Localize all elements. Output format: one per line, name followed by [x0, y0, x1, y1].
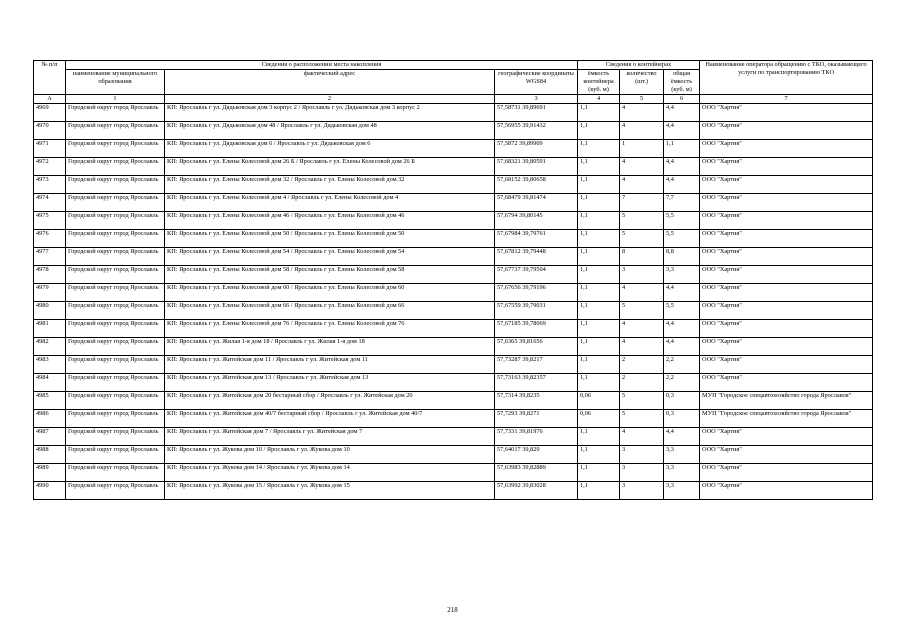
count-cell: 4: [620, 176, 664, 194]
total-cell: 8,8: [664, 248, 700, 266]
operator-cell: ООО "Хартия": [700, 266, 873, 284]
capacity-cell: 1,1: [578, 140, 620, 158]
total-cell: 0,3: [664, 392, 700, 410]
column-index-cell: А: [34, 95, 66, 104]
table-row: [34, 356, 873, 374]
operator-cell: ООО "Хартия": [700, 302, 873, 320]
address-cell: КП: Ярославль г ул. Житейская дом 40/7 бестарный сбор / Ярославль г ул. Житейская дом 40/7: [165, 410, 495, 428]
table-row: [34, 122, 873, 140]
count-cell: 3: [620, 446, 664, 464]
address-cell: КП: Ярославль г ул. Елены Колесовой дом 26 Б / Ярославль г ул. Елены Колесовой дом 26 Б: [165, 158, 495, 176]
row-number: 4977: [34, 248, 66, 266]
table-row: [34, 230, 873, 248]
capacity-cell: 1,1: [578, 428, 620, 446]
count-cell: 4: [620, 122, 664, 140]
municipality-cell: Городской округ город Ярославль: [66, 140, 165, 158]
capacity-cell: 1,1: [578, 302, 620, 320]
address-cell: КП: Ярославль г ул. Дядьковская дом 3 корпус 2 / Ярославль г ул. Дядьковская дом 3 корпус 2: [165, 104, 495, 122]
operator-cell: ООО "Хартия": [700, 464, 873, 482]
table-row: [34, 320, 873, 338]
row-number: 4970: [34, 122, 66, 140]
total-cell: 5,5: [664, 302, 700, 320]
municipality-cell: Городской округ город Ярославль: [66, 248, 165, 266]
count-cell: 4: [620, 338, 664, 356]
table-row: [34, 248, 873, 266]
row-number: 4973: [34, 176, 66, 194]
municipality-cell: Городской округ город Ярославль: [66, 482, 165, 500]
column-index-cell: 5: [620, 95, 664, 104]
count-cell: 1: [620, 140, 664, 158]
operator-cell: ООО "Хартия": [700, 338, 873, 356]
capacity-cell: 1,1: [578, 122, 620, 140]
table-row: [34, 410, 873, 428]
address-cell: КП: Ярославль г ул. Елены Колесовой дом 46 / Ярославль г ул. Елены Колесовой дом 46: [165, 212, 495, 230]
capacity-cell: 1,1: [578, 446, 620, 464]
address-cell: КП: Ярославль г ул. Жилая 1-я дом 18 / Ярославль г ул. Жилая 1-я дом 18: [165, 338, 495, 356]
address-cell: КП: Ярославль г ул. Жукова дом 15 / Ярославль г ул. Жукова дом 15: [165, 482, 495, 500]
operator-cell: ООО "Хартия": [700, 176, 873, 194]
municipality-cell: Городской округ город Ярославль: [66, 356, 165, 374]
total-cell: 2,2: [664, 356, 700, 374]
municipality-cell: Городской округ город Ярославль: [66, 230, 165, 248]
total-cell: 4,4: [664, 428, 700, 446]
operator-cell: ООО "Хартия": [700, 248, 873, 266]
row-number: 4987: [34, 428, 66, 446]
address-cell: КП: Ярославль г ул. Жукова дом 10 / Ярославль г ул. Жукова дом 10: [165, 446, 495, 464]
header-location-group: Сведения о расположении места накопления: [66, 61, 578, 70]
address-cell: КП: Ярославль г ул. Дядьковская дом 48 / Ярославль г ул. Дядьковская дом 48: [165, 122, 495, 140]
header-container-group: Сведения о контейнерах: [578, 61, 700, 70]
municipality-cell: Городской округ город Ярославль: [66, 266, 165, 284]
coords-cell: 57,5872 39,89909: [495, 140, 578, 158]
count-cell: 5: [620, 410, 664, 428]
address-cell: КП: Ярославль г ул. Елены Колесовой дом 60 / Ярославль г ул. Елены Колесовой дом 60: [165, 284, 495, 302]
municipality-cell: Городской округ город Ярославль: [66, 284, 165, 302]
address-cell: КП: Ярославль г ул. Жукова дом 14 / Ярославль г ул. Жукова дом 14: [165, 464, 495, 482]
operator-cell: ООО "Хартия": [700, 230, 873, 248]
coords-cell: 57,6365 39,81656: [495, 338, 578, 356]
municipality-cell: Городской округ город Ярославль: [66, 302, 165, 320]
address-cell: КП: Ярославль г ул. Житейская дом 7 / Ярославль г ул. Житейская дом 7: [165, 428, 495, 446]
coords-cell: 57,67185 39,78069: [495, 320, 578, 338]
operator-cell: ООО "Хартия": [700, 320, 873, 338]
table-row: [34, 104, 873, 122]
coords-cell: 57,6794 39,80145: [495, 212, 578, 230]
total-cell: 3,3: [664, 464, 700, 482]
count-cell: 4: [620, 428, 664, 446]
coords-cell: 57,67984 39,79761: [495, 230, 578, 248]
capacity-cell: 1,1: [578, 212, 620, 230]
header-total: общая ёмкость (куб. м): [664, 70, 700, 95]
total-cell: 7,7: [664, 194, 700, 212]
table-row: [34, 158, 873, 176]
count-cell: 4: [620, 158, 664, 176]
coords-cell: 57,67812 39,79448: [495, 248, 578, 266]
total-cell: 0,3: [664, 410, 700, 428]
count-cell: 7: [620, 194, 664, 212]
count-cell: 5: [620, 212, 664, 230]
operator-cell: ООО "Хартия": [700, 482, 873, 500]
address-cell: КП: Ярославль г ул. Елены Колесовой дом 66 / Ярославль г ул. Елены Колесовой дом 66: [165, 302, 495, 320]
column-index-cell: 7: [700, 95, 873, 104]
capacity-cell: 1,1: [578, 482, 620, 500]
capacity-cell: 1,1: [578, 374, 620, 392]
operator-cell: ООО "Хартия": [700, 194, 873, 212]
coords-cell: 57,67737 39,79504: [495, 266, 578, 284]
total-cell: 3,3: [664, 266, 700, 284]
table-row: [34, 140, 873, 158]
column-index-cell: 1: [66, 95, 165, 104]
coords-cell: 57,73163 39,82357: [495, 374, 578, 392]
row-number: 4975: [34, 212, 66, 230]
municipality-cell: Городской округ город Ярославль: [66, 320, 165, 338]
capacity-cell: 1,1: [578, 338, 620, 356]
count-cell: 5: [620, 230, 664, 248]
table-row: [34, 194, 873, 212]
count-cell: 5: [620, 392, 664, 410]
capacity-cell: 1,1: [578, 284, 620, 302]
coords-cell: 57,68321 39,80591: [495, 158, 578, 176]
operator-cell: МУП "Городское спецавтохозяйство города Ярославля": [700, 410, 873, 428]
municipality-cell: Городской округ город Ярославль: [66, 212, 165, 230]
page-number: 218: [447, 606, 458, 614]
coords-cell: 57,67559 39,79031: [495, 302, 578, 320]
operator-cell: ООО "Хартия": [700, 122, 873, 140]
row-number: 4981: [34, 320, 66, 338]
total-cell: 3,3: [664, 482, 700, 500]
row-number: 4988: [34, 446, 66, 464]
table-row: [34, 212, 873, 230]
total-cell: 5,5: [664, 212, 700, 230]
column-index-cell: 2: [165, 95, 495, 104]
row-number: 4982: [34, 338, 66, 356]
header-operator: Наименование оператора обращению с ТКО, оказывающего услуги по транспортированию ТКО: [700, 61, 873, 95]
total-cell: 1,1: [664, 140, 700, 158]
row-number: 4972: [34, 158, 66, 176]
table-row: [34, 374, 873, 392]
row-number: 4979: [34, 284, 66, 302]
operator-cell: ООО "Хартия": [700, 428, 873, 446]
header-num: № п/п: [34, 61, 66, 95]
coords-cell: 57,56955 39,91432: [495, 122, 578, 140]
coords-cell: 57,73287 39,8217: [495, 356, 578, 374]
total-cell: 4,4: [664, 158, 700, 176]
table-row: [34, 392, 873, 410]
coords-cell: 57,7314 39,8235: [495, 392, 578, 410]
count-cell: 8: [620, 248, 664, 266]
address-cell: КП: Ярославль г ул. Елены Колесовой дом 76 / Ярославль г ул. Елены Колесовой дом 76: [165, 320, 495, 338]
operator-cell: МУП "Городское спецавтохозяйство города Ярославля": [700, 392, 873, 410]
operator-cell: ООО "Хартия": [700, 104, 873, 122]
coords-cell: 57,68152 39,80658: [495, 176, 578, 194]
count-cell: 4: [620, 320, 664, 338]
total-cell: 4,4: [664, 320, 700, 338]
row-number: 4985: [34, 392, 66, 410]
count-cell: 4: [620, 104, 664, 122]
address-cell: КП: Ярославль г ул. Елены Колесовой дом 32 / Ярославль г ул. Елены Колесовой дом 32: [165, 176, 495, 194]
total-cell: 4,4: [664, 104, 700, 122]
table-row: [34, 482, 873, 500]
header-capacity: ёмкость контейнера (куб. м): [578, 70, 620, 95]
row-number: 4978: [34, 266, 66, 284]
table-row: [34, 464, 873, 482]
capacity-cell: 1,1: [578, 176, 620, 194]
count-cell: 2: [620, 374, 664, 392]
total-cell: 4,4: [664, 176, 700, 194]
operator-cell: ООО "Хартия": [700, 356, 873, 374]
municipality-cell: Городской округ город Ярославль: [66, 176, 165, 194]
row-number: 4986: [34, 410, 66, 428]
total-cell: 4,4: [664, 284, 700, 302]
operator-cell: ООО "Хартия": [700, 374, 873, 392]
coords-cell: 57,63983 39,82889: [495, 464, 578, 482]
total-cell: 5,5: [664, 230, 700, 248]
row-number: 4971: [34, 140, 66, 158]
capacity-cell: 1,1: [578, 104, 620, 122]
coords-cell: 57,63992 39,83028: [495, 482, 578, 500]
row-number: 4990: [34, 482, 66, 500]
count-cell: 3: [620, 482, 664, 500]
total-cell: 2,2: [664, 374, 700, 392]
table-row: [34, 284, 873, 302]
count-cell: 5: [620, 302, 664, 320]
coords-cell: 57,64017 39,829: [495, 446, 578, 464]
count-cell: 3: [620, 464, 664, 482]
row-number: 4974: [34, 194, 66, 212]
capacity-cell: 1,1: [578, 248, 620, 266]
operator-cell: ООО "Хартия": [700, 284, 873, 302]
capacity-cell: 1,1: [578, 194, 620, 212]
municipality-cell: Городской округ город Ярославль: [66, 428, 165, 446]
capacity-cell: 0,06: [578, 410, 620, 428]
municipality-cell: Городской округ город Ярославль: [66, 194, 165, 212]
operator-cell: ООО "Хартия": [700, 158, 873, 176]
count-cell: 3: [620, 266, 664, 284]
capacity-cell: 1,1: [578, 356, 620, 374]
row-number: 4983: [34, 356, 66, 374]
row-number: 4989: [34, 464, 66, 482]
capacity-cell: 1,1: [578, 158, 620, 176]
address-cell: КП: Ярославль г ул. Елены Колесовой дом 58 / Ярославль г ул. Елены Колесовой дом 58: [165, 266, 495, 284]
address-cell: КП: Ярославль г ул. Елены Колесовой дом 50 / Ярославль г ул. Елены Колесовой дом 50: [165, 230, 495, 248]
municipality-cell: Городской округ город Ярославль: [66, 464, 165, 482]
count-cell: 2: [620, 356, 664, 374]
table-row: [34, 176, 873, 194]
municipality-cell: Городской округ город Ярославль: [66, 104, 165, 122]
coords-cell: 57,7331 39,81976: [495, 428, 578, 446]
municipality-cell: Городской округ город Ярославль: [66, 446, 165, 464]
row-number: 4976: [34, 230, 66, 248]
total-cell: 4,4: [664, 338, 700, 356]
operator-cell: ООО "Хартия": [700, 140, 873, 158]
municipality-cell: Городской округ город Ярославль: [66, 374, 165, 392]
row-number: 4969: [34, 104, 66, 122]
table-row: [34, 428, 873, 446]
capacity-cell: 1,1: [578, 266, 620, 284]
municipality-cell: Городской округ город Ярославль: [66, 392, 165, 410]
row-number: 4980: [34, 302, 66, 320]
header-coords: географические координаты WGS84: [495, 70, 578, 95]
capacity-cell: 0,06: [578, 392, 620, 410]
column-index-cell: 3: [495, 95, 578, 104]
municipality-cell: Городской округ город Ярославль: [66, 410, 165, 428]
total-cell: 4,4: [664, 122, 700, 140]
address-cell: КП: Ярославль г ул. Житейская дом 11 / Ярославль г ул. Житейская дом 11: [165, 356, 495, 374]
capacity-cell: 1,1: [578, 464, 620, 482]
column-index-cell: 6: [664, 95, 700, 104]
address-cell: КП: Ярославль г ул. Елены Колесовой дом 4 / Ярославль г ул. Елены Колесовой дом 4: [165, 194, 495, 212]
coords-cell: 57,7293 39,8271: [495, 410, 578, 428]
row-number: 4984: [34, 374, 66, 392]
address-cell: КП: Ярославль г ул. Житейская дом 20 бестарный сбор / Ярославль г ул. Житейская дом 20: [165, 392, 495, 410]
count-cell: 4: [620, 284, 664, 302]
coords-cell: 57,67656 39,79196: [495, 284, 578, 302]
column-index-cell: 4: [578, 95, 620, 104]
table-row: [34, 446, 873, 464]
coords-cell: 57,68479 39,81474: [495, 194, 578, 212]
operator-cell: ООО "Хартия": [700, 212, 873, 230]
total-cell: 3,3: [664, 446, 700, 464]
table-row: [34, 302, 873, 320]
table-row: [34, 266, 873, 284]
municipality-cell: Городской округ город Ярославль: [66, 338, 165, 356]
column-index-row: [34, 95, 873, 104]
address-cell: КП: Ярославль г ул. Елены Колесовой дом 54 / Ярославль г ул. Елены Колесовой дом 54: [165, 248, 495, 266]
address-cell: КП: Ярославль г ул. Дядьковская дом 6 / Ярославль г ул. Дядьковская дом 6: [165, 140, 495, 158]
municipality-cell: Городской округ город Ярославль: [66, 122, 165, 140]
table-row: [34, 338, 873, 356]
capacity-cell: 1,1: [578, 230, 620, 248]
registry-table: [33, 60, 873, 500]
coords-cell: 57,58731 39,89691: [495, 104, 578, 122]
header-address: фактический адрес: [165, 70, 495, 95]
header-municipality: наименование муниципального образования: [66, 70, 165, 95]
capacity-cell: 1,1: [578, 320, 620, 338]
municipality-cell: Городской округ город Ярославль: [66, 158, 165, 176]
address-cell: КП: Ярославль г ул. Житейская дом 13 / Ярославль г ул. Житейская дом 13: [165, 374, 495, 392]
operator-cell: ООО "Хартия": [700, 446, 873, 464]
header-count: количество (шт.): [620, 70, 664, 95]
